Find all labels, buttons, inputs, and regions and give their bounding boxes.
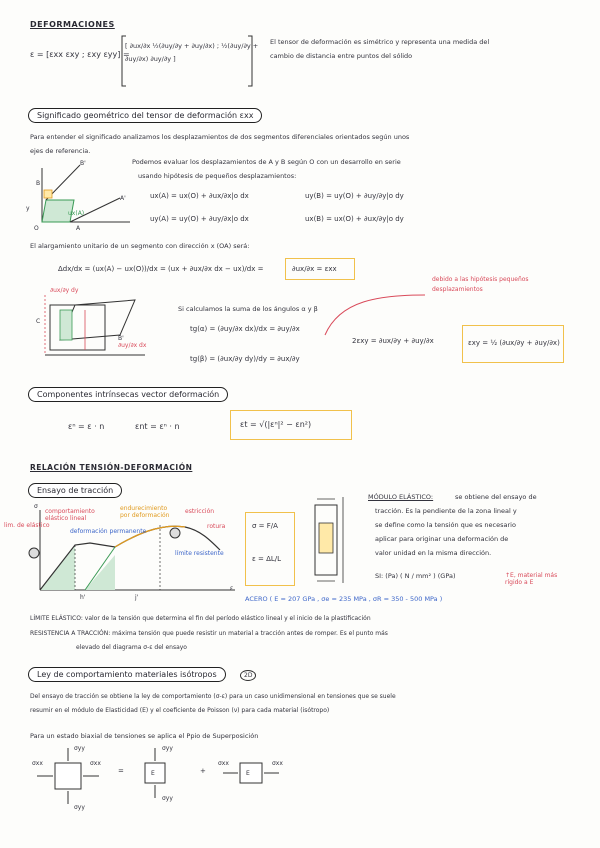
specimen-diagram: [305, 495, 355, 585]
diag-label-uxa: ux(A): [68, 210, 85, 217]
side-note-line1: debido a las hipótesis pequeños: [432, 276, 529, 283]
bullet-resistencia-line1: RESISTENCIA A TRACCIÓN: máxima tensión que puede resistir un material a tracción antes de romper. Es el punto más: [30, 630, 388, 637]
curve-endurecimiento: endurecimiento por deformación: [120, 505, 170, 519]
sup-plus: +: [200, 767, 206, 775]
tensor-desc-line1: El tensor de deformación es simétrico y representa una medida del: [270, 38, 490, 46]
tg-beta-eq: tg(β) = (∂ux/∂y dy)/dy = ∂ux/∂y: [190, 355, 300, 363]
ent-eq: εnt = εⁿ · n: [135, 422, 180, 431]
sup-syy-top2: σyy: [162, 745, 173, 752]
diag-label-ap: A': [120, 195, 126, 202]
curve-limite-resistente: límite resistente: [175, 550, 224, 557]
ley-para-line1: Del ensayo de tracción se obtiene la ley de comportamiento (σ-ε) para un caso unidimensional en tensiones que se suele: [30, 693, 396, 700]
sup-equals: =: [118, 767, 124, 775]
strain-tensor-lhs: ε = [εxx εxy ; εxy εyy] =: [30, 50, 130, 59]
sup-syy-bottom: σyy: [74, 804, 85, 811]
diag-label-y: y: [26, 205, 30, 212]
sup-sxx-left3: σxx: [218, 760, 229, 767]
diag-label-o: O: [34, 225, 39, 232]
sup-sxx-right: σxx: [90, 760, 101, 767]
tg-alpha-eq: tg(α) = (∂uy/∂x dx)/dx = ∂uy/∂x: [190, 325, 300, 333]
bullet-limite-elastico: LÍMITE ELÁSTICO: valor de la tensión que determina el fin del período elástico lineal y el inicio de la plastificación: [30, 615, 371, 622]
ensayo-pill: Ensayo de tracción: [28, 483, 122, 498]
sup-box3-label: E: [246, 770, 250, 777]
intro-line1: Para entender el significado analizamos los desplazamientos de dos segmentos diferenciales orientados según unos: [30, 133, 410, 141]
eps-formula: ε = ΔL/L: [252, 555, 282, 563]
diag-label-a: A: [76, 225, 81, 232]
angle-label-c: C: [36, 318, 41, 325]
modulo-line3: se define como la tensión que es necesario: [375, 521, 516, 529]
modulo-line1: se obtiene del ensayo de: [455, 493, 537, 501]
strain-tensor-rhs: [ ∂ux/∂x ½(∂uy/∂y + ∂uy/∂x) ; ½(∂uy/∂y + ∂uy/∂x) ∂uy/∂y ]: [125, 42, 259, 63]
modulo-line5: valor unidad en la misma dirección.: [375, 549, 492, 557]
units-note: ↑E, material más rígido a E: [505, 572, 558, 586]
sup-syy-bottom2: σyy: [162, 795, 173, 802]
eq-ux-a: ux(A) = ux(O) + ∂ux/∂x|o dx: [150, 192, 249, 200]
deformaciones-title: DEFORMACIONES: [30, 20, 115, 29]
ley-para-line2: resumir en el módulo de Elasticidad (E) y el coeficiente de Poisson (ν) para cada material (isótropo): [30, 707, 330, 714]
angle-frac1: ∂ux/∂y dy: [50, 287, 79, 294]
curve-def-permanente: deformación permanente: [70, 528, 147, 535]
curve-hp: h': [80, 594, 86, 601]
gamma-eq: 2εxy = ∂ux/∂y + ∂uy/∂x: [352, 337, 434, 345]
ley-comportamiento-pill: Ley de comportamiento materiales isótropos: [28, 667, 226, 682]
angle-label-bp: B': [118, 335, 124, 342]
intro-line2: ejes de referencia.: [30, 147, 91, 155]
curve-sigma: σ: [34, 503, 38, 510]
bullet-resistencia-line2: elevado del diagrama σ-ε del ensayo: [76, 644, 187, 651]
angle-frac2: ∂uy/∂x dx: [118, 342, 147, 349]
en-eq: εⁿ = ε · n: [68, 422, 105, 431]
sup-sxx-left: σxx: [32, 760, 43, 767]
significado-pill: Significado geométrico del tensor de deformación εxx: [28, 108, 262, 123]
eq-uy-a: uy(A) = uy(O) + ∂uy/∂x|o dx: [150, 215, 249, 223]
eq-uy-b: uy(B) = uy(O) + ∂uy/∂y|o dy: [305, 192, 404, 200]
curve-jp: j': [135, 594, 139, 601]
acero-line: ACERO ( E = 207 GPa , σe = 235 MPa , σR = 350 - 500 MPa ): [245, 595, 443, 603]
curve-epsilon: ε: [230, 585, 234, 592]
curve-estriccion: estricción: [185, 508, 215, 515]
tensor-brackets: [120, 34, 260, 89]
modulo-line2: tracción. Es la pendiente de la zona lineal y: [375, 507, 517, 515]
et-eq: εt = √(|εⁿ|² − εn²): [240, 420, 312, 429]
side-arrow: [320, 290, 430, 340]
angle-text: Si calculamos la suma de los ángulos α y β: [178, 305, 318, 313]
exy-eq: εxy = ½ (∂ux/∂y + ∂uy/∂x): [468, 339, 560, 347]
diag-label-b: B: [36, 180, 41, 187]
side-note-line2: desplazamientos: [432, 286, 483, 293]
componentes-pill: Componentes intrínsecas vector deformación: [28, 387, 228, 402]
modulo-line4: aplicar para originar una deformación de: [375, 535, 509, 543]
sup-sxx-right3: σxx: [272, 760, 283, 767]
sigma-formula: σ = F/A: [252, 522, 278, 530]
taylor-line2: usando hipótesis de pequeños desplazamientos:: [138, 172, 297, 180]
elongation-result: ∂ux/∂x = εxx: [292, 265, 337, 273]
curve-comp-elastico: comportamiento elástico lineal: [45, 508, 95, 522]
relacion-title: RELACIÓN TENSIÓN-DEFORMACIÓN: [30, 463, 193, 472]
elongation-text: El alargamiento unitario de un segmento con dirección x (OA) será:: [30, 242, 250, 250]
taylor-line1: Podemos evaluar los desplazamientos de A y B según O con un desarrollo en serie: [132, 158, 401, 166]
sup-syy-top: σyy: [74, 745, 85, 752]
tensor-desc-line2: cambio de distancia entre puntos del sólido: [270, 52, 413, 60]
curve-rotura: rotura: [207, 523, 226, 530]
superposition-diagram: [25, 748, 325, 813]
units-line: SI: (Pa) ( N / mm² ) (GPa): [375, 572, 456, 580]
sup-box2-label: E: [151, 770, 155, 777]
elongation-eq: Δdx/dx = (ux(A) − ux(O))/dx = (ux + ∂ux/∂x dx − ux)/dx =: [58, 265, 264, 273]
modulo-title: MÓDULO ELÁSTICO:: [368, 493, 434, 501]
eq-ux-b: ux(B) = ux(O) + ∂ux/∂y|o dy: [305, 215, 404, 223]
superposicion-line: Para un estado biaxial de tensiones se aplica el Ppio de Superposición: [30, 732, 259, 740]
diag-label-bp: B': [80, 160, 86, 167]
badge-2d: 2D: [240, 670, 256, 681]
curve-limite-elastico: lim. de elástico: [4, 522, 50, 529]
